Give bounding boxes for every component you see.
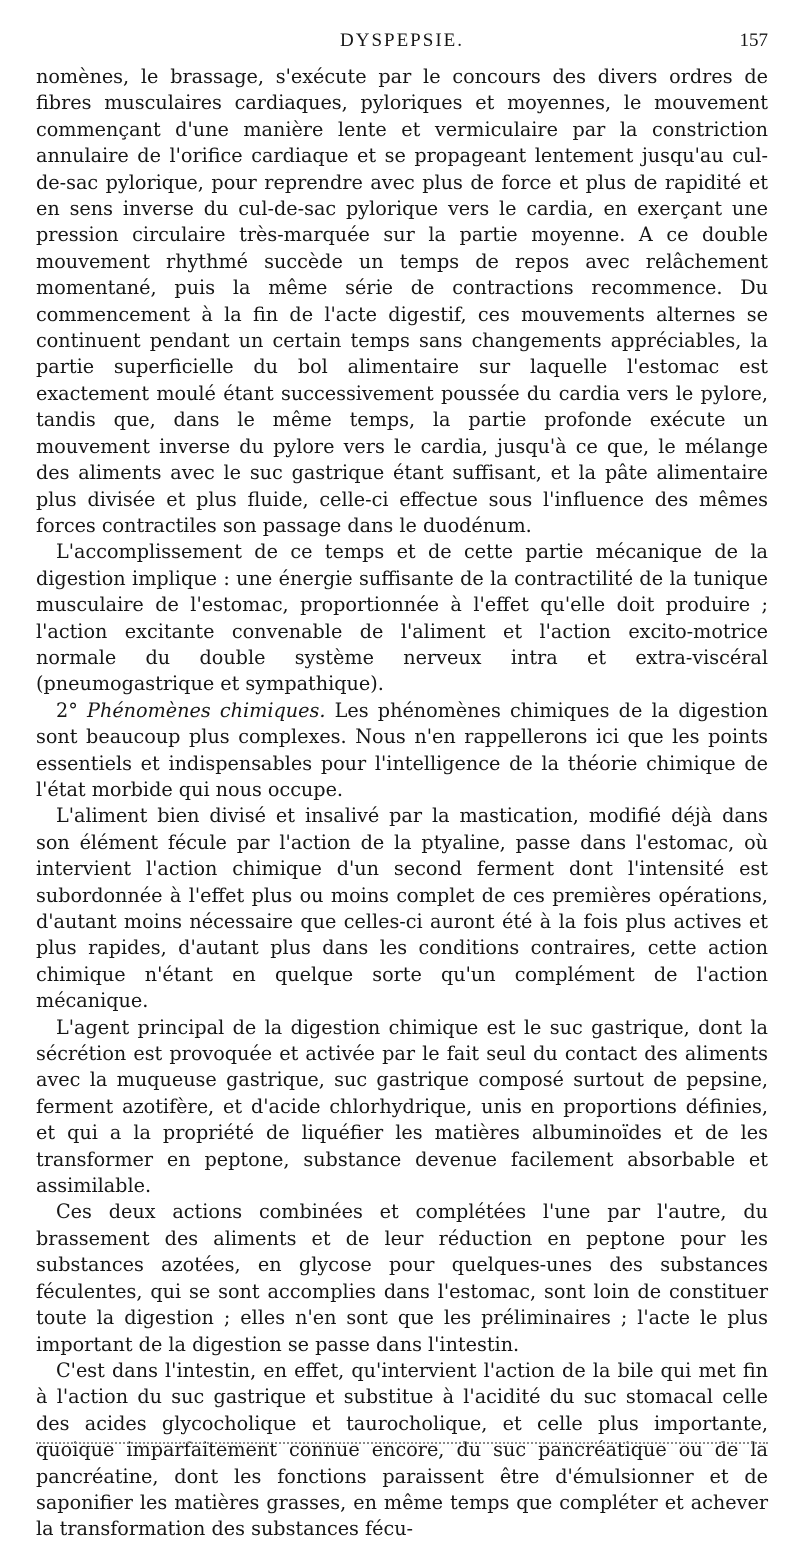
paragraph-mechanical-requirements: L'accomplissement de ce temps et de cette partie mécanique de la digestion implique : une énergie suffisante de la contractilité de la tunique musculaire de l'estomac, proportionnée à l'effet qu'elle doit produire ; l'action excitante convenable de l'aliment et l'action excito-motrice normale du double système nerveux intra et extra-viscéral (pneumogastrique et sympathique). [36, 540, 768, 696]
paragraph-chemical-phenomena [36, 698, 768, 804]
paragraph-combined-actions: Ces deux actions combinées et complétées l'une par l'autre, du brassement des aliments et de leur réduction en peptone pour les substances azotées, en glycose pour quelques-unes des substances féculentes, qui se sont accomplies dans l'estomac, sont loin de constituer toute la digestion ; elles n'en sont que les préliminaires ; l'acte le plus important de la digestion se passe dans l'intestin. [36, 1200, 768, 1356]
paragraph-mechanical-phenomena-continued: nomènes, le brassage, s'exécute par le concours des divers ordres de fibres musculaires cardiaques, pyloriques et moyennes, le mouvement commençant d'une manière lente et vermiculaire par la constriction annulaire de l'orifice cardiaque et se propageant lentement jusqu'au cul-de-sac pylorique, pour reprendre avec plus de force et plus de rapidité et en sens inverse du cul-de-sac pylorique vers le cardia, en exerçant une pression circulaire très-marquée sur la partie moyenne. A ce double mouvement rhythmé succède un temps de repos avec relâchement momentané, puis la même série de contractions recommence. Du commencement à la fin de l'acte digestif, ces mouvements alternes se continuent pendant un certain temps sans changements appréciables, la partie superficielle du bol alimentaire sur laquelle l'estomac est exactement moulé étant successivement poussée du cardia vers le pylore, tandis que, dans le même temps, la partie profonde exécute un mouvement inverse du pylore vers le cardia, jusqu'à ce que, le mélange des aliments avec le suc gastrique étant suffisant, et la pâte alimentaire plus divisée et plus fluide, celle-ci effectue sous l'influence des mêmes forces contractiles son passage dans le duodénum. [36, 65, 768, 537]
paragraph-gastric-juice: L'agent principal de la digestion chimique est le suc gastrique, dont la sécrétion est provoquée et activée par le fait seul du contact des aliments avec la muqueuse gastrique, suc gastrique composé surtout de pepsine, ferment azotifère, et d'acide chlorhydrique, unis en proportions définies, et qui a la propriété de liquéfier les matières albuminoïdes et de les transformer en peptone, substance devenue facilement absorbable et assimilable. [36, 1015, 768, 1198]
page-number: 157 [739, 30, 768, 51]
footer-dotted-rule [36, 1442, 768, 1444]
paragraph-ptyaline: L'aliment bien divisé et insalivé par la mastication, modifié déjà dans son élément fécule par l'action de la ptyaline, passe dans l'estomac, où intervient l'action chimique d'un second ferment dont l'intensité est subordonnée à l'effet plus ou moins complet de ces premières opérations, d'autant moins nécessaire que celles-ci auront été à la fois plus actives et plus rapides, d'autant plus dans les conditions contraires, cette action chimique n'étant en quelque sorte qu'un complément de l'action mécanique. [36, 804, 768, 1013]
book-page [36, 30, 768, 1543]
running-title: DYSPEPSIE. [340, 30, 464, 51]
paragraph-intestine: C'est dans l'intestin, en effet, qu'intervient l'action de la bile qui met fin à l'action du suc gastrique et substitue à l'acidité du suc stomacal celle des acides glycocholique et taurocholique, et celle plus importante, quoique imparfaitement connue encore, du suc pancréatique ou de la pancréatine, dont les fonctions paraissent être d'émulsionner et de saponifier les matières grasses, en même temps que compléter et achever la transformation des substances fécu- [36, 1358, 768, 1541]
section-heading: Phénomènes chimiques. [87, 698, 326, 722]
section-text: Les phénomènes chimiques de la digestion sont beaucoup plus complexes. Nous n'en rappellerons ici que les points essentiels et indispensables pour l'intelligence de la théorie chimique de l'état morbide qui nous occupe. [36, 698, 768, 801]
section-number: 2° [56, 698, 78, 722]
page-header [36, 30, 768, 64]
